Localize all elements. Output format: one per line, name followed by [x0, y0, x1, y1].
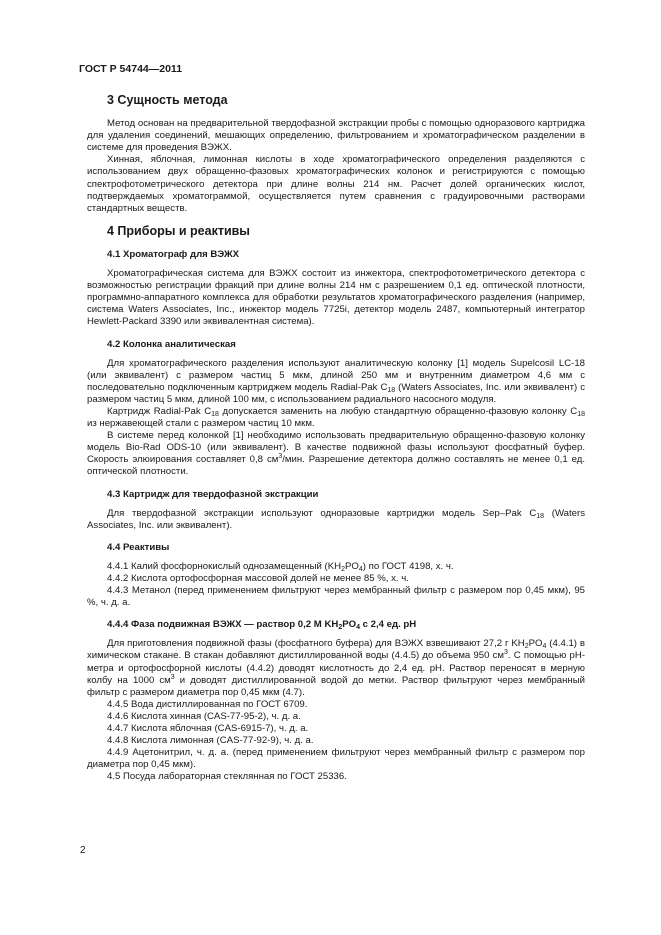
subsection-4-2-paragraph-3: В системе перед колонкой [1] необходимо использовать предварительную обращенно-фазовую колонку модель Bio-Rad ODS-10 (или эквивалент). В качестве подвижной фазы используют фосфатный буфер. Скорость элюирования составляет 0,8 $см^3$/мин. Разрешение детектора должно составлять не менее 0,1 ед. оптической плотности. — [87, 430, 585, 478]
item-4-5: 4.5 Посуда лабораторная стеклянная по ГОСТ 25336. — [107, 771, 347, 783]
item-4-4-2: 4.4.2 Кислота ортофосфорная массовой долей не менее 85 %, х. ч. — [107, 573, 409, 584]
subsection-4-3-heading: 4.3 Картридж для твердофазной экстракции — [107, 488, 319, 500]
subsection-4-2-paragraph-1: Для хроматографического разделения используют аналитическую колонку [1] модель Supelcosil LC-18 (или эквивалент) с размером частиц 5 мкм, длиной 250 мм и внутренним диаметром 4,6 мм с последовательно подключенным картриджем модель Radial-Pak $C_{18}$ (Waters Associates, Inc. или эквивалент) с размером частиц 5 мкм, длиной 100 мм, с использованием радиального насосного модуля. — [87, 357, 586, 405]
subsection-4-3-paragraph: Для твердофазной экстракции используют одноразовые картриджи модель Sep–Pak $C_{18}$ (Waters Associates, Inc. или эквивалент). — [87, 507, 585, 531]
section-3-paragraph-2: Хинная, яблочная, лимонная кислоты в ходе хроматографического определения разделяются с использованием двух обращенно-фазовых хроматографических колонок и регистрируются с помощью спектрофотометрического детектора при длине волны 214 нм. Расчет долей органических кислот, подтверждаемых хроматограммой, осуществляется путем сравнения с градуировочными растворами стандартных веществ. — [87, 154, 585, 214]
item-4-4-1: 4.4.1 Калий фосфорнокислый однозамещенный $(KH_2PO_4)$ по ГОСТ 4198, х. ч. — [107, 560, 454, 573]
section-3-heading: 3 Сущность метода — [107, 93, 228, 107]
subsection-4-1-paragraph: Хроматографическая система для ВЭЖХ состоит из инжектора, спектрофотометрического детектора с возможностью регистрации фракций при длине волны 214 нм с разрешением 0,1 ед. оптической плотности, программно-аппаратного комплекса для обработки результатов хроматографического разделения (например, система Waters Associates, Inc., инжектор модель 7725i, детектор модель 2487, компьютерный интегратор Hewlett-Packard 3390 или эквивалентная система). — [87, 268, 585, 328]
item-4-4-7: 4.4.7 Кислота яблочная (CAS-6915-7), ч. д. а. — [107, 723, 309, 735]
item-4-4-9: 4.4.9 Ацетонитрил, ч. д. а. (перед применением фильтруют через мембранный фильтр с размером пор диаметра пор 0,45 мкм). — [87, 747, 585, 771]
subsection-4-4-heading: 4.4 Реактивы — [107, 541, 170, 553]
subsection-4-2-heading: 4.2 Колонка аналитическая — [107, 338, 236, 350]
page-number: 2 — [80, 845, 86, 856]
item-4-4-8: 4.4.8 Кислота лимонная (CAS-77-92-9), ч. д. а. — [107, 735, 314, 747]
subsection-4-1-heading: 4.1 Хроматограф для ВЭЖХ — [107, 248, 240, 260]
item-4-4-3: 4.4.3 Метанол (перед применением фильтруют через мембранный фильтр с размером пор 0,45 мкм), 95 %, ч. д. а. — [87, 585, 585, 609]
section-4-heading: 4 Приборы и реактивы — [107, 223, 250, 238]
subsection-4-4-4-heading: 4.4.4 Фаза подвижная ВЭЖХ — раствор 0,2 М $KH_2PO_4$ с 2,4 ед. pH — [107, 619, 417, 632]
item-4-4-5: 4.4.5 Вода дистиллированная по ГОСТ 6709. — [107, 698, 308, 710]
item-4-4-6: 4.4.6 Кислота хинная (CAS-77-95-2), ч. д. а. — [107, 710, 301, 722]
subsection-4-4-4-paragraph: Для приготовления подвижной фазы (фосфатного буфера) для ВЭЖХ взвешивают 27,2 г $KH_2PO_4$ (4.4.1) в химическом стакане. В стакан добавляют дистиллированной воды (4.4.5) до объема 950 $см^3$. С помощью pH-метра и ортофосфорной кислоты (4.4.2) доводят кислотность до 2,4 ед. pH. Раствор переносят в мерную колбу на 1000 $см^3$ и доводят дистиллированной водой до метки. Раствор фильтруют через мембранный фильтр с размером диаметра пор 0,45 мкм (4.7). — [87, 638, 586, 698]
section-3-paragraph-1: Метод основан на предварительной твердофазной экстракции пробы с помощью одноразового картриджа для удаления соединений, мешающих определению, фильтрованием и хроматографическом разделении в системе для проведения ВЭЖХ. — [87, 118, 585, 154]
subsection-4-2-paragraph-2: Картридж Radial-Pak $C_{18}$ допускается заменить на любую стандартную обращенно-фазовую колонку $C_{18}$ из нержавеющей стали с размером частиц 10 мкм. — [87, 405, 586, 430]
document-body — [87, 90, 585, 784]
standard-header: ГОСТ Р 54744—2011 — [79, 63, 183, 75]
